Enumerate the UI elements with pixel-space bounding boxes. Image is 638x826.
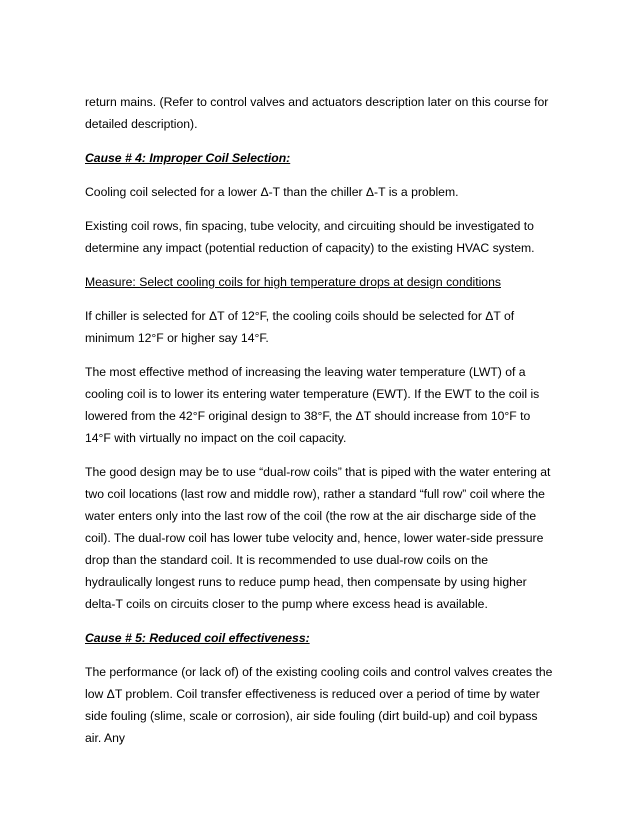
measure-statement: Measure: Select cooling coils for high temperature drops at design conditions xyxy=(85,275,501,289)
paragraph-coil-delta-t: Cooling coil selected for a lower Δ-T than the chiller Δ-T is a problem. xyxy=(85,185,459,199)
paragraph-coil-performance: The performance (or lack of) of the existing cooling coils and control valves creates the low ΔT problem. Coil transfer effectiveness is reduced over a period of time by water side fouling (slime, scale or corrosion), air side fouling (dirt build-up) and coil bypass air. Any xyxy=(85,665,553,745)
paragraph-effective-method: The most effective method of increasing the leaving water temperature (LWT) of a cooling coil is to lower its entering water temperature (EWT). If the EWT to the coil is lowered from the 42°F original design to 38°F, the ΔT should increase from 10°F to 14°F with virtually no impact on the coil capacity. xyxy=(85,365,540,445)
heading-cause-5: Cause # 5: Reduced coil effectiveness: xyxy=(85,631,310,645)
paragraph-existing-coil-rows: Existing coil rows, fin spacing, tube velocity, and circuiting should be investigated to determine any impact (potential reduction of capacity) to the existing HVAC system. xyxy=(85,219,535,255)
paragraph-return-mains: return mains. (Refer to control valves and actuators description later on this course for detailed description). xyxy=(85,95,549,131)
document-body xyxy=(85,91,555,761)
paragraph-dual-row-coils: The good design may be to use “dual-row coils” that is piped with the water entering at two coil locations (last row and middle row), rather a standard “full row” coil where the water enters only into the last row of the coil (the row at the air discharge side of the coil). The dual-row coil has lower tube velocity and, hence, lower water-side pressure drop than the standard coil. It is recommended to use dual-row coils on the hydraulically longest runs to reduce pump head, then compensate by using higher delta-T coils on circuits closer to the pump where excess head is available. xyxy=(85,465,551,611)
heading-cause-4: Cause # 4: Improper Coil Selection: xyxy=(85,151,291,165)
paragraph-chiller-selection: If chiller is selected for ΔT of 12°F, the cooling coils should be selected for ΔT of minimum 12°F or higher say 14°F. xyxy=(85,309,515,345)
